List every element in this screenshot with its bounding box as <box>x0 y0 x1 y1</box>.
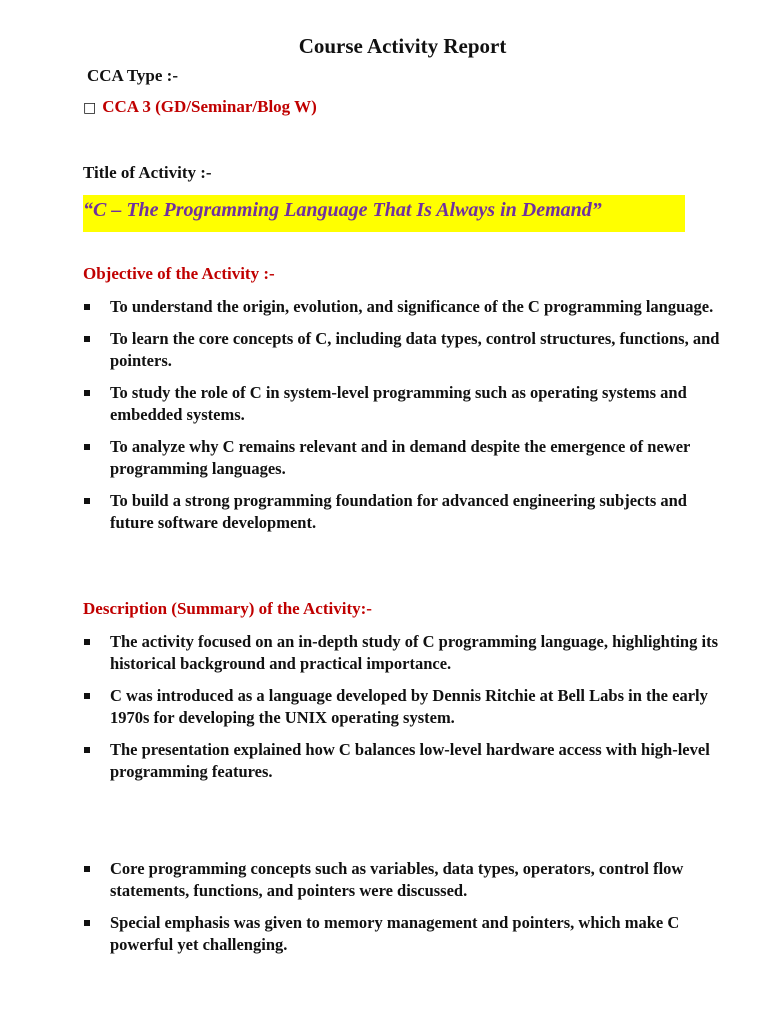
list-item-text: C was introduced as a language developed by Dennis Ritchie at Bell Labs in the early 1970s for developing the UNIX operating system. <box>110 686 708 727</box>
cca-option-label: CCA 3 (GD/Seminar/Blog W) <box>102 97 317 116</box>
list-item <box>83 490 723 534</box>
cca-type-label: CCA Type :- <box>87 66 178 85</box>
list-item-text: To build a strong programming foundation for advanced engineering subjects and future software development. <box>110 491 687 532</box>
square-bullet-icon <box>84 920 90 926</box>
square-bullet-icon <box>84 336 90 342</box>
list-item-text: Core programming concepts such as variables, data types, operators, control flow statements, functions, and pointers were discussed. <box>110 859 684 900</box>
list-item <box>83 296 723 318</box>
square-bullet-icon <box>84 639 90 645</box>
square-bullet-icon <box>84 866 90 872</box>
list-item <box>83 382 723 426</box>
list-item-text: The activity focused on an in-depth study of C programming language, highlighting its historical background and practical importance. <box>110 632 718 673</box>
square-bullet-icon <box>84 390 90 396</box>
description-list-continued <box>83 858 723 966</box>
square-bullet-icon <box>84 693 90 699</box>
title-of-activity-label: Title of Activity :- <box>83 163 212 182</box>
list-item-text: To understand the origin, evolution, and significance of the C programming language. <box>110 297 714 316</box>
square-bullet-icon <box>84 444 90 450</box>
objectives-list <box>83 296 723 544</box>
list-item-text: To analyze why C remains relevant and in demand despite the emergence of newer programming languages. <box>110 437 691 478</box>
list-item-text: To study the role of C in system-level programming such as operating systems and embedded systems. <box>110 383 687 424</box>
square-bullet-icon <box>84 304 90 310</box>
list-item-text: To learn the core concepts of C, including data types, control structures, functions, and pointers. <box>110 329 720 370</box>
list-item <box>83 631 723 675</box>
list-item <box>83 328 723 372</box>
list-item <box>83 858 723 902</box>
list-item-text: The presentation explained how C balances low-level hardware access with high-level programming features. <box>110 740 710 781</box>
objective-heading: Objective of the Activity :- <box>83 264 275 283</box>
description-list <box>83 631 723 793</box>
list-item-text: Special emphasis was given to memory management and pointers, which make C powerful yet challenging. <box>110 913 680 954</box>
list-item <box>83 685 723 729</box>
list-item <box>83 912 723 956</box>
square-bullet-icon <box>84 747 90 753</box>
cca-option <box>83 97 317 117</box>
list-item <box>83 739 723 783</box>
square-bullet-icon <box>84 498 90 504</box>
description-heading: Description (Summary) of the Activity:- <box>83 599 372 618</box>
document-title: Course Activity Report <box>298 34 507 58</box>
activity-title: “C – The Programming Language That Is Always in Demand” <box>83 195 685 232</box>
checkbox-icon[interactable]: □ <box>83 100 97 116</box>
list-item <box>83 436 723 480</box>
